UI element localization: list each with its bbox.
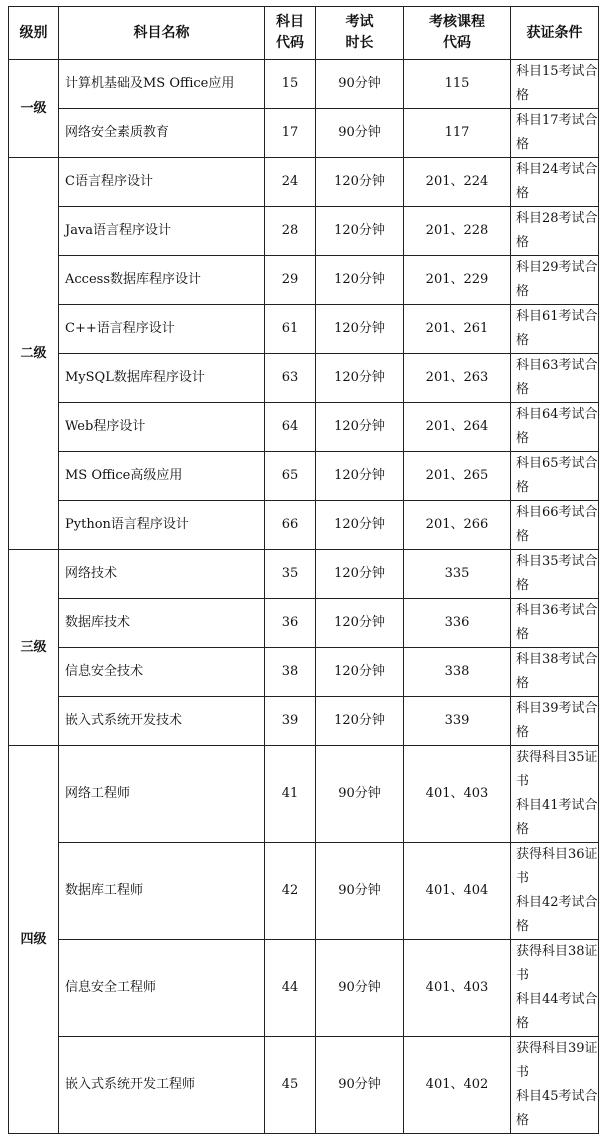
subject-name: 网络技术: [59, 550, 265, 599]
certificate-condition: 科目63考试合格: [511, 354, 599, 403]
table-row: [9, 746, 599, 843]
course-code: 201、266: [404, 501, 511, 550]
subject-name: 网络工程师: [59, 746, 265, 843]
level-cell: 四级: [9, 746, 59, 1134]
exam-duration: 90分钟: [316, 843, 404, 940]
subject-name: 计算机基础及MS Office应用: [59, 60, 265, 109]
exam-duration: 120分钟: [316, 452, 404, 501]
exam-duration: 120分钟: [316, 207, 404, 256]
subject-name: C++语言程序设计: [59, 305, 265, 354]
table-row: [9, 452, 599, 501]
table-row: [9, 501, 599, 550]
table-row: [9, 256, 599, 305]
course-code: 336: [404, 599, 511, 648]
certificate-condition: 科目28考试合格: [511, 207, 599, 256]
course-code: 201、229: [404, 256, 511, 305]
table-row: [9, 60, 599, 109]
exam-subjects-table: [8, 6, 599, 1134]
course-code: 117: [404, 109, 511, 158]
table-row: [9, 843, 599, 940]
certificate-condition: 科目15考试合格: [511, 60, 599, 109]
subject-code: 65: [265, 452, 316, 501]
table-row: [9, 109, 599, 158]
table-row: [9, 354, 599, 403]
certificate-condition: 科目65考试合格: [511, 452, 599, 501]
course-code: 401、403: [404, 746, 511, 843]
subject-code: 42: [265, 843, 316, 940]
exam-duration: 90分钟: [316, 109, 404, 158]
exam-duration: 120分钟: [316, 256, 404, 305]
exam-duration: 90分钟: [316, 940, 404, 1037]
header-condition: 获证条件: [511, 7, 599, 60]
certificate-condition: 科目35考试合格: [511, 550, 599, 599]
table-row: [9, 940, 599, 1037]
exam-duration: 120分钟: [316, 550, 404, 599]
table-row: [9, 599, 599, 648]
subject-name: C语言程序设计: [59, 158, 265, 207]
exam-duration: 120分钟: [316, 599, 404, 648]
header-name: 科目名称: [59, 7, 265, 60]
subject-code: 63: [265, 354, 316, 403]
exam-duration: 90分钟: [316, 60, 404, 109]
certificate-condition: 科目66考试合格: [511, 501, 599, 550]
table-row: [9, 648, 599, 697]
subject-code: 66: [265, 501, 316, 550]
header-duration: 考试 时长: [316, 7, 404, 60]
exam-duration: 90分钟: [316, 1037, 404, 1134]
course-code: 335: [404, 550, 511, 599]
level-cell: 一级: [9, 60, 59, 158]
certificate-condition: 获得科目36证书 科目42考试合格: [511, 843, 599, 940]
certificate-condition: 科目17考试合格: [511, 109, 599, 158]
table-row: [9, 550, 599, 599]
course-code: 401、404: [404, 843, 511, 940]
exam-duration: 120分钟: [316, 403, 404, 452]
subject-code: 29: [265, 256, 316, 305]
subject-name: 数据库技术: [59, 599, 265, 648]
exam-duration: 90分钟: [316, 746, 404, 843]
subject-name: MySQL数据库程序设计: [59, 354, 265, 403]
course-code: 201、261: [404, 305, 511, 354]
subject-name: 数据库工程师: [59, 843, 265, 940]
course-code: 401、403: [404, 940, 511, 1037]
course-code: 401、402: [404, 1037, 511, 1134]
subject-code: 61: [265, 305, 316, 354]
header-code: 科目 代码: [265, 7, 316, 60]
subject-name: 信息安全技术: [59, 648, 265, 697]
course-code: 115: [404, 60, 511, 109]
certificate-condition: 科目64考试合格: [511, 403, 599, 452]
certificate-condition: 科目36考试合格: [511, 599, 599, 648]
course-code: 201、264: [404, 403, 511, 452]
subject-name: Access数据库程序设计: [59, 256, 265, 305]
certificate-condition: 科目38考试合格: [511, 648, 599, 697]
course-code: 201、228: [404, 207, 511, 256]
subject-code: 15: [265, 60, 316, 109]
subject-name: 嵌入式系统开发技术: [59, 697, 265, 746]
table-row: [9, 697, 599, 746]
level-cell: 二级: [9, 158, 59, 550]
subject-code: 44: [265, 940, 316, 1037]
certificate-condition: 获得科目38证书 科目44考试合格: [511, 940, 599, 1037]
subject-name: Java语言程序设计: [59, 207, 265, 256]
subject-code: 39: [265, 697, 316, 746]
exam-duration: 120分钟: [316, 354, 404, 403]
subject-code: 28: [265, 207, 316, 256]
exam-duration: 120分钟: [316, 501, 404, 550]
exam-duration: 120分钟: [316, 648, 404, 697]
table-row: [9, 207, 599, 256]
certificate-condition: 科目24考试合格: [511, 158, 599, 207]
course-code: 201、224: [404, 158, 511, 207]
course-code: 201、263: [404, 354, 511, 403]
subject-code: 36: [265, 599, 316, 648]
level-cell: 三级: [9, 550, 59, 746]
certificate-condition: 科目61考试合格: [511, 305, 599, 354]
certificate-condition: 科目39考试合格: [511, 697, 599, 746]
subject-code: 64: [265, 403, 316, 452]
certificate-condition: 科目29考试合格: [511, 256, 599, 305]
subject-name: Web程序设计: [59, 403, 265, 452]
subject-code: 38: [265, 648, 316, 697]
subject-name: 信息安全工程师: [59, 940, 265, 1037]
subject-name: 网络安全素质教育: [59, 109, 265, 158]
subject-name: MS Office高级应用: [59, 452, 265, 501]
header-course-code: 考核课程 代码: [404, 7, 511, 60]
table-row: [9, 1037, 599, 1134]
exam-duration: 120分钟: [316, 158, 404, 207]
subject-code: 35: [265, 550, 316, 599]
subject-code: 45: [265, 1037, 316, 1134]
exam-duration: 120分钟: [316, 697, 404, 746]
table-row: [9, 158, 599, 207]
exam-duration: 120分钟: [316, 305, 404, 354]
course-code: 338: [404, 648, 511, 697]
certificate-condition: 获得科目35证书 科目41考试合格: [511, 746, 599, 843]
header-level: 级别: [9, 7, 59, 60]
certificate-condition: 获得科目39证书 科目45考试合格: [511, 1037, 599, 1134]
table-row: [9, 305, 599, 354]
subject-name: Python语言程序设计: [59, 501, 265, 550]
subject-name: 嵌入式系统开发工程师: [59, 1037, 265, 1134]
header-row: [9, 7, 599, 60]
course-code: 201、265: [404, 452, 511, 501]
subject-code: 17: [265, 109, 316, 158]
subject-code: 41: [265, 746, 316, 843]
subject-code: 24: [265, 158, 316, 207]
table-row: [9, 403, 599, 452]
course-code: 339: [404, 697, 511, 746]
